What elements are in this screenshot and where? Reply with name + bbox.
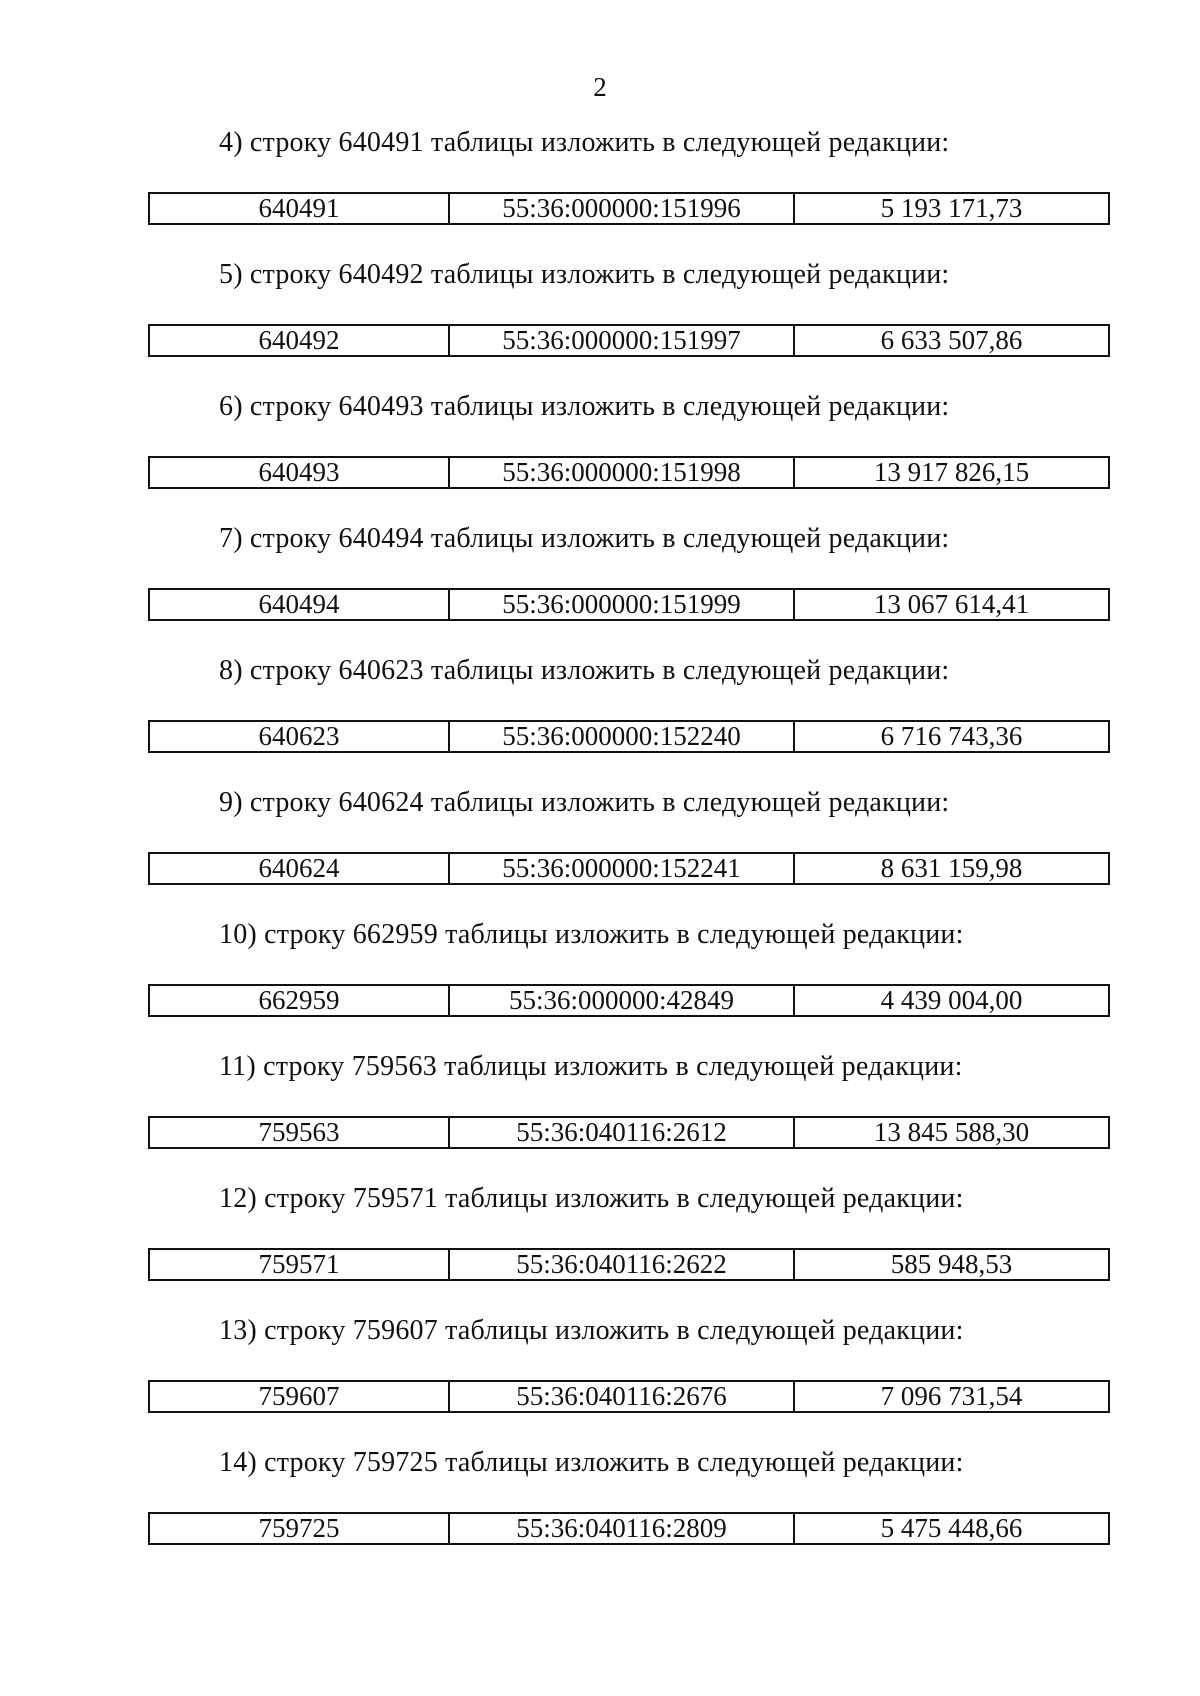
- cadastral-value-cell: 5 193 171,73: [794, 193, 1109, 224]
- table-row: [149, 985, 1109, 1016]
- amendment-row-table: [148, 852, 1110, 885]
- amendment-instruction: 14) строку 759725 таблицы изложить в следующей редакции:: [219, 1447, 964, 1478]
- cadastral-number-cell: 55:36:000000:42849: [449, 985, 794, 1016]
- amendment-instruction: 13) строку 759607 таблицы изложить в следующей редакции:: [219, 1315, 964, 1346]
- amendment-item: [148, 124, 1110, 256]
- amendment-row-table: [148, 1380, 1110, 1413]
- amendment-item: [148, 1048, 1110, 1180]
- table-row: [149, 1513, 1109, 1544]
- table-row: [149, 1249, 1109, 1280]
- amendment-instruction: 6) строку 640493 таблицы изложить в следующей редакции:: [219, 391, 950, 422]
- page-number: 2: [593, 72, 607, 102]
- amendment-item: [148, 1444, 1110, 1576]
- amendment-instruction: 4) строку 640491 таблицы изложить в следующей редакции:: [219, 127, 950, 158]
- amendment-row-table: [148, 324, 1110, 357]
- table-row: [149, 1117, 1109, 1148]
- amendment-item: [148, 916, 1110, 1048]
- table-row: [149, 457, 1109, 488]
- row-number-cell: 640623: [149, 721, 449, 752]
- amendment-item: [148, 256, 1110, 388]
- amendment-item: [148, 1312, 1110, 1444]
- cadastral-number-cell: 55:36:040116:2612: [449, 1117, 794, 1148]
- cadastral-number-cell: 55:36:040116:2676: [449, 1381, 794, 1412]
- cadastral-number-cell: 55:36:040116:2809: [449, 1513, 794, 1544]
- cadastral-number-cell: 55:36:040116:2622: [449, 1249, 794, 1280]
- cadastral-number-cell: 55:36:000000:151999: [449, 589, 794, 620]
- cadastral-value-cell: 13 067 614,41: [794, 589, 1109, 620]
- table-row: [149, 193, 1109, 224]
- amendments-list: [148, 124, 1110, 1576]
- table-row: [149, 853, 1109, 884]
- row-number-cell: 759571: [149, 1249, 449, 1280]
- cadastral-number-cell: 55:36:000000:151998: [449, 457, 794, 488]
- amendment-row-table: [148, 192, 1110, 225]
- amendment-item: [148, 784, 1110, 916]
- row-number-cell: 759725: [149, 1513, 449, 1544]
- amendment-item: [148, 388, 1110, 520]
- amendment-instruction: 8) строку 640623 таблицы изложить в следующей редакции:: [219, 655, 950, 686]
- amendment-row-table: [148, 456, 1110, 489]
- row-number-cell: 759607: [149, 1381, 449, 1412]
- cadastral-number-cell: 55:36:000000:152240: [449, 721, 794, 752]
- amendment-item: [148, 520, 1110, 652]
- amendment-row-table: [148, 1512, 1110, 1545]
- cadastral-value-cell: 13 845 588,30: [794, 1117, 1109, 1148]
- amendment-row-table: [148, 1116, 1110, 1149]
- table-row: [149, 1381, 1109, 1412]
- cadastral-value-cell: 5 475 448,66: [794, 1513, 1109, 1544]
- amendment-row-table: [148, 720, 1110, 753]
- cadastral-value-cell: 8 631 159,98: [794, 853, 1109, 884]
- cadastral-value-cell: 13 917 826,15: [794, 457, 1109, 488]
- row-number-cell: 759563: [149, 1117, 449, 1148]
- cadastral-value-cell: 4 439 004,00: [794, 985, 1109, 1016]
- row-number-cell: 662959: [149, 985, 449, 1016]
- cadastral-value-cell: 7 096 731,54: [794, 1381, 1109, 1412]
- amendment-row-table: [148, 1248, 1110, 1281]
- amendment-row-table: [148, 984, 1110, 1017]
- amendment-instruction: 5) строку 640492 таблицы изложить в следующей редакции:: [219, 259, 950, 290]
- cadastral-value-cell: 585 948,53: [794, 1249, 1109, 1280]
- table-row: [149, 325, 1109, 356]
- amendment-instruction: 9) строку 640624 таблицы изложить в следующей редакции:: [219, 787, 950, 818]
- cadastral-value-cell: 6 633 507,86: [794, 325, 1109, 356]
- row-number-cell: 640624: [149, 853, 449, 884]
- row-number-cell: 640491: [149, 193, 449, 224]
- table-row: [149, 589, 1109, 620]
- amendment-item: [148, 1180, 1110, 1312]
- row-number-cell: 640493: [149, 457, 449, 488]
- amendment-instruction: 10) строку 662959 таблицы изложить в следующей редакции:: [219, 919, 964, 950]
- cadastral-value-cell: 6 716 743,36: [794, 721, 1109, 752]
- table-row: [149, 721, 1109, 752]
- amendment-row-table: [148, 588, 1110, 621]
- amendment-item: [148, 652, 1110, 784]
- cadastral-number-cell: 55:36:000000:151996: [449, 193, 794, 224]
- amendment-instruction: 11) строку 759563 таблицы изложить в следующей редакции:: [219, 1051, 963, 1082]
- row-number-cell: 640492: [149, 325, 449, 356]
- cadastral-number-cell: 55:36:000000:152241: [449, 853, 794, 884]
- cadastral-number-cell: 55:36:000000:151997: [449, 325, 794, 356]
- amendment-instruction: 7) строку 640494 таблицы изложить в следующей редакции:: [219, 523, 950, 554]
- row-number-cell: 640494: [149, 589, 449, 620]
- amendment-instruction: 12) строку 759571 таблицы изложить в следующей редакции:: [219, 1183, 964, 1214]
